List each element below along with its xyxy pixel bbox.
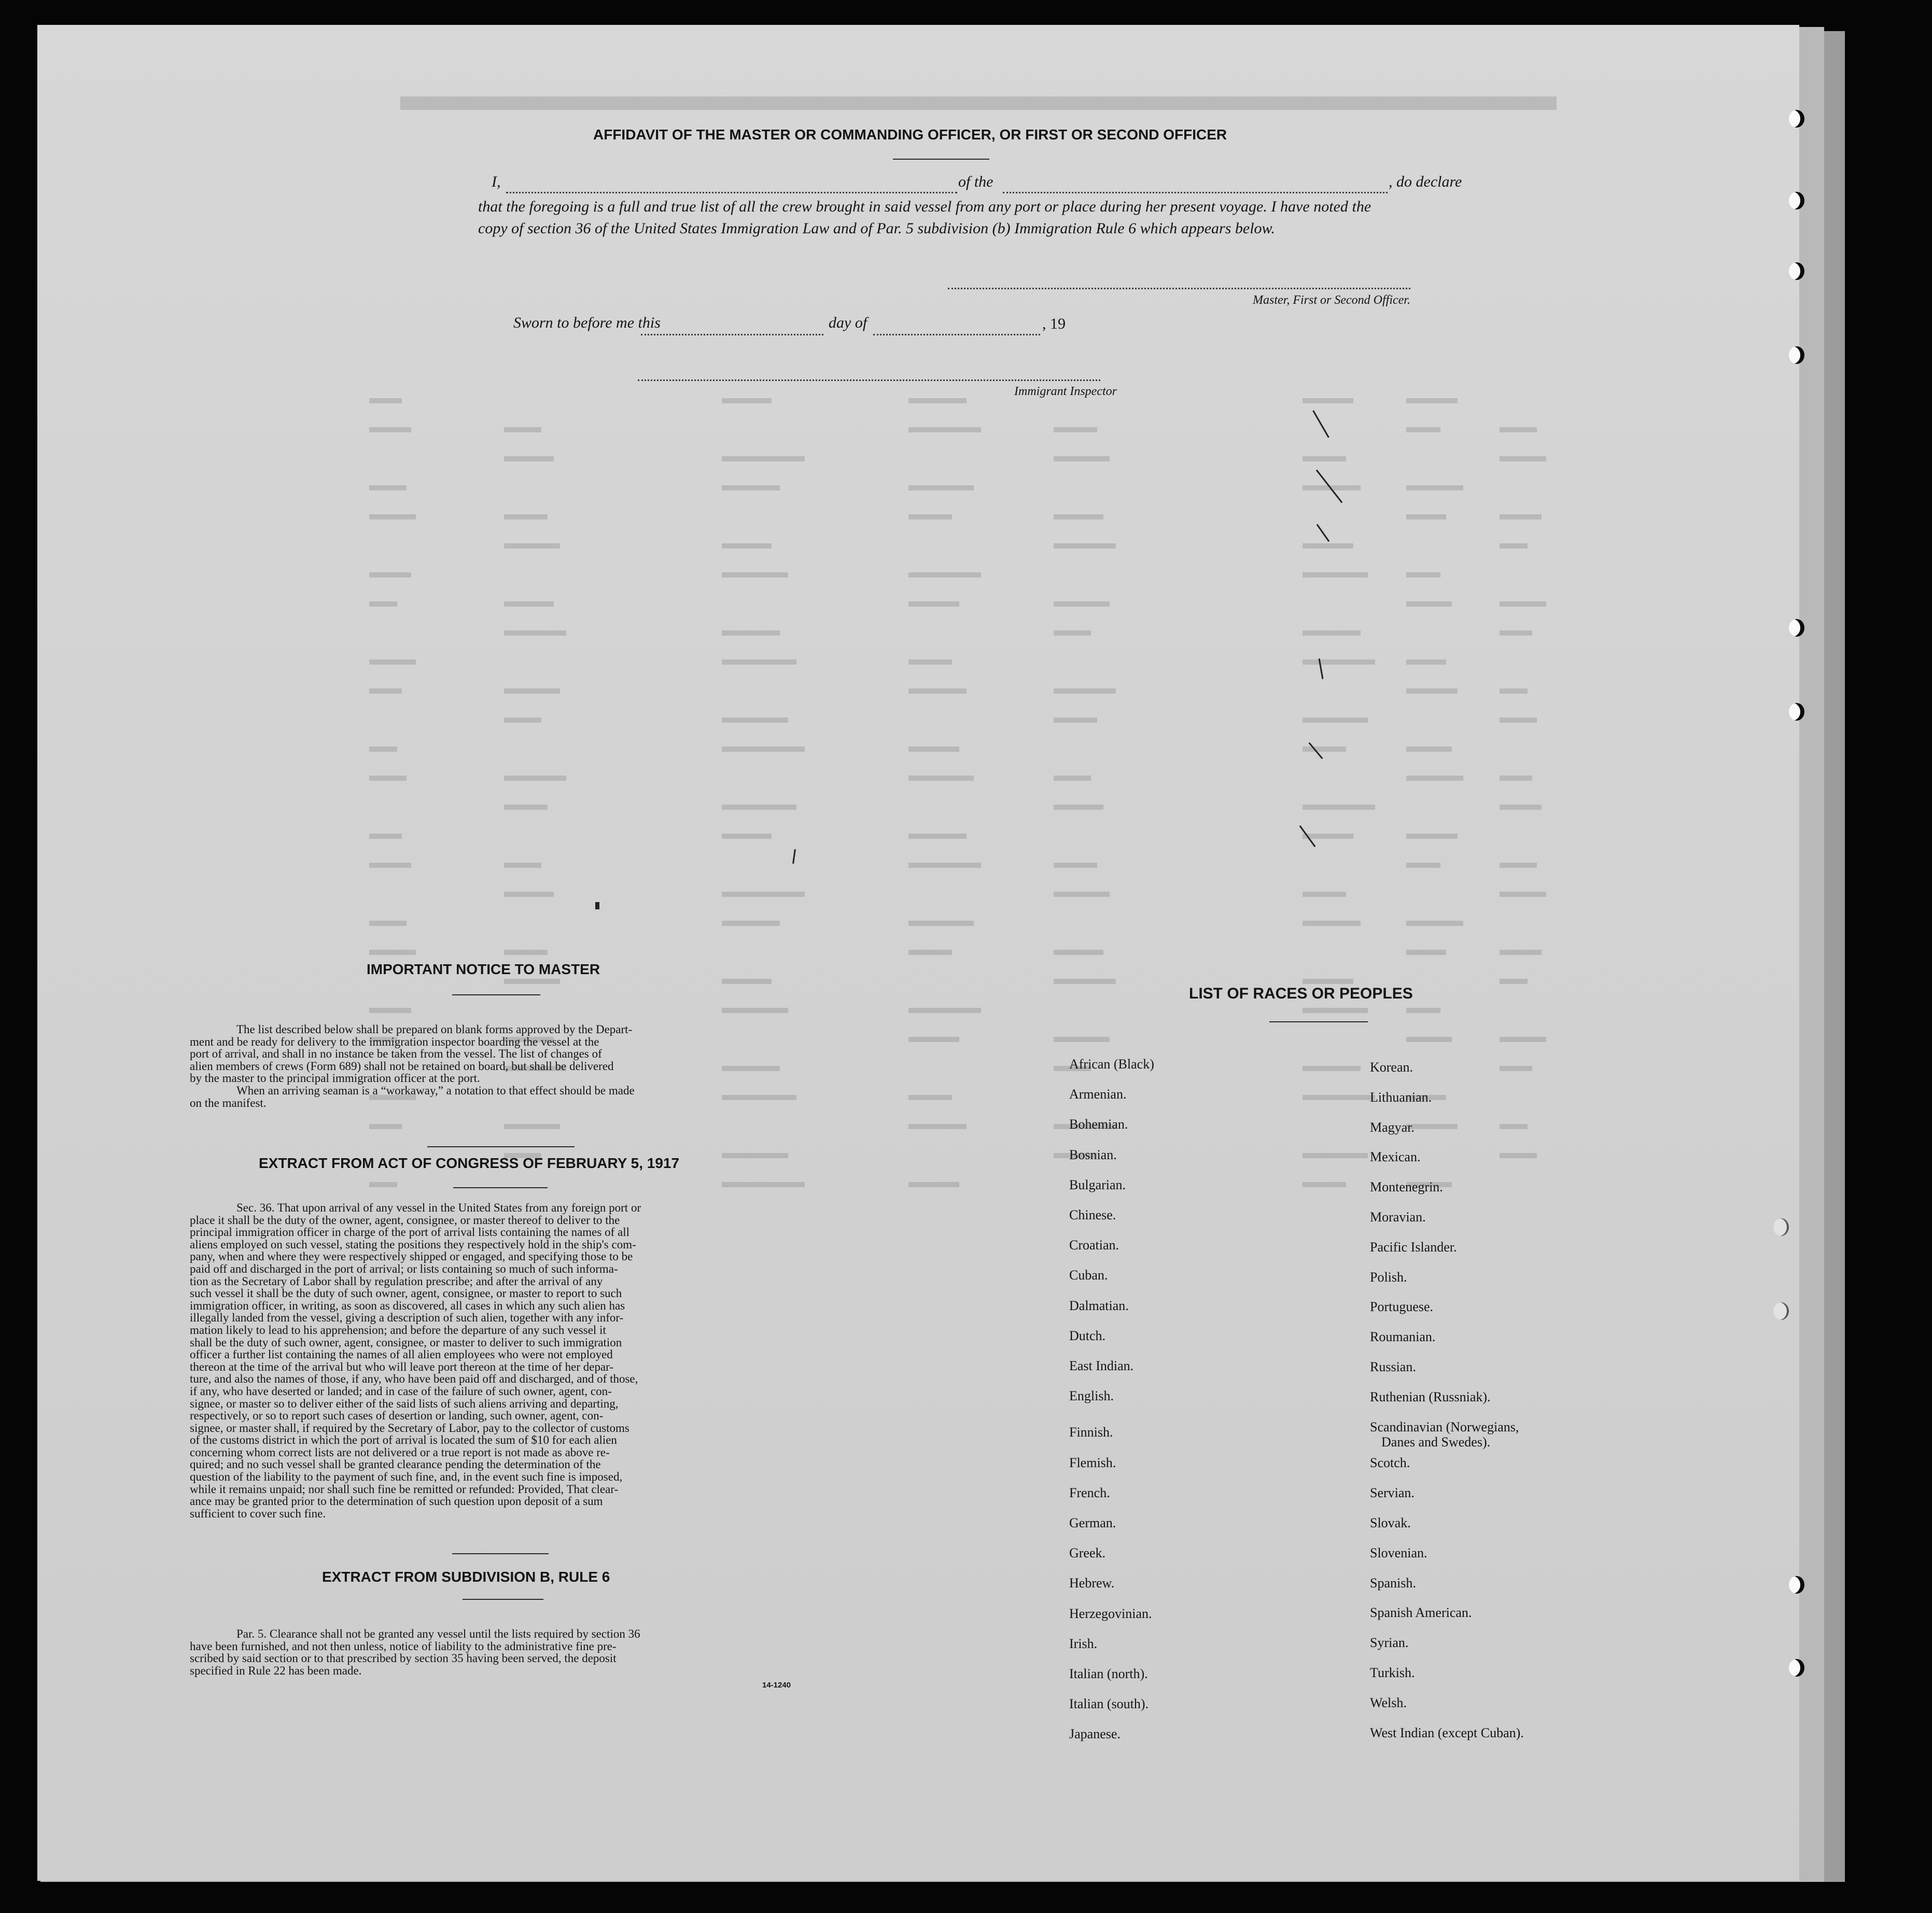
race-item [1370,1695,1407,1711]
race-item [1069,1666,1148,1682]
race-item [1370,1389,1491,1405]
act-end-rule [452,1553,549,1554]
race-item [1069,1207,1116,1223]
name-blank [506,192,957,193]
race-label: Dutch. [1069,1328,1106,1343]
do-declare-label: , do declare [1389,173,1462,190]
race-label-continued: Danes and Swedes). [1381,1434,1491,1450]
race-item [1069,1636,1097,1652]
race-label: Italian (north). [1069,1666,1148,1681]
rule-title-rule [463,1599,543,1600]
bleed-through-texture [37,25,1799,1881]
binder-hole [1789,619,1804,637]
race-label: Polish. [1370,1269,1407,1285]
act-line: question of the liability to the payment of such fine, and, in the event such fine is imposed, [190,1470,623,1484]
act-line: immigration officer, in writing, as soon as discovered, all cases in which any such alien has [190,1299,625,1312]
race-item [1069,1268,1108,1283]
race-label: German. [1069,1515,1116,1530]
notice-line: When an arriving seaman is a “workaway,” a notation to that effect should be made [236,1084,635,1097]
race-item [1370,1485,1415,1501]
race-label: Irish. [1069,1636,1098,1651]
race-label: Finnish. [1069,1425,1113,1440]
race-label: Cuban. [1069,1268,1108,1283]
act-line: thereon at the time of the arrival but who will leave port thereon at the time of her depar- [190,1360,614,1373]
race-label: East Indian. [1069,1358,1134,1373]
race-label: Pacific Islander. [1370,1239,1457,1255]
race-label: Hebrew. [1069,1576,1115,1591]
inspector-signature-line [638,379,1100,381]
form-number: 14-1240 [762,1681,791,1690]
binder-hole [1773,1218,1789,1236]
inspector-label: Immigrant Inspector [1014,385,1117,398]
race-label: Syrian. [1370,1635,1409,1651]
race-item [1069,1696,1149,1712]
race-label: Russian. [1370,1359,1416,1374]
race-item [1069,1485,1110,1501]
race-label: Turkish. [1370,1665,1415,1680]
rule-title: EXTRACT FROM SUBDIVISION B, RULE 6 [322,1569,610,1585]
race-label: Mexican. [1370,1149,1421,1165]
race-item [1069,1606,1152,1622]
act-line: principal immigration officer in charge of the port of arrival lists containing the names of all [190,1226,629,1239]
races-title: LIST OF RACES OR PEOPLES [1189,985,1413,1002]
act-line: sufficient to cover such fine. [190,1507,326,1520]
race-item [1370,1515,1411,1531]
race-label: Montenegrin. [1370,1179,1443,1195]
race-label: Welsh. [1370,1695,1407,1710]
year-prefix: , 19 [1042,315,1066,332]
race-label: Bohemian. [1069,1117,1128,1132]
affidavit-line-1 [492,173,501,191]
race-label: Bosnian. [1069,1147,1117,1162]
race-item [1069,1087,1126,1102]
document-page [37,25,1799,1881]
race-label: Spanish American. [1370,1605,1472,1621]
affidavit-line-2: that the foregoing is a full and true list of all the crew brought in said vessel from any port or place during her present voyage. I have noted the [478,198,1371,215]
rule-text [190,1628,831,1677]
act-line: paid off and discharged in the port of arrival; or lists containing so much of such informa- [190,1262,618,1275]
rule-line: Par. 5. Clearance shall not be granted any vessel until the lists required by section 36 [236,1627,640,1640]
race-item [1370,1359,1416,1375]
act-line: Sec. 36. That upon arrival of any vessel in the United States from any foreign port or [236,1201,641,1214]
affidavit-title-rule [893,159,989,160]
race-label: Flemish. [1069,1455,1116,1470]
act-title: EXTRACT FROM ACT OF CONGRESS OF FEBRUARY 5, 1917 [259,1155,680,1171]
race-item [1069,1576,1114,1591]
race-item [1370,1576,1416,1591]
act-line: while it remains unpaid; nor shall such fine be remitted or refunded: Provided, That clear- [190,1482,619,1496]
race-item [1069,1545,1105,1561]
notice-text [190,1023,831,1109]
binder-hole [1789,703,1804,721]
race-item [1370,1665,1415,1681]
race-item [1370,1090,1432,1105]
race-label: English. [1069,1388,1114,1404]
notice-end-rule [427,1146,575,1147]
race-item [1370,1545,1427,1561]
race-label: Armenian. [1069,1087,1127,1102]
race-label: Italian (south). [1069,1696,1149,1712]
master-signature-line [948,288,1410,289]
act-line: place it shall be the duty of the owner, agent, consignee, or master thereof to deliver to the [190,1213,620,1227]
race-label: French. [1069,1485,1110,1500]
race-item [1370,1149,1420,1165]
notice-title-rule [452,994,540,995]
race-item [1069,1455,1116,1471]
race-label: Scandinavian (Norwegians, [1370,1419,1519,1434]
act-line: mation likely to lead to his apprehension; and before the departure of any such vessel it [190,1323,606,1337]
race-item [1069,1515,1116,1531]
notice-line: ment and be ready for delivery to the immigration inspector boarding the vessel at the [190,1035,599,1048]
race-label: Magyar. [1370,1119,1415,1135]
affidavit-title: AFFIDAVIT OF THE MASTER OR COMMANDING OFFICER, OR FIRST OR SECOND OFFICER [593,126,1227,143]
race-item [1069,1177,1126,1193]
sworn-month-blank [873,334,1040,335]
race-label: Portuguese. [1370,1299,1434,1315]
act-line: concerning whom correct lists are not delivered or a true report is not made as above re- [190,1445,610,1459]
race-label: Greek. [1069,1545,1106,1561]
notice-line: alien members of crews (Form 689) shall not be retained on board, but shall be delivered [190,1059,614,1073]
rule-line: specified in Rule 22 has been made. [190,1664,362,1677]
race-label: Chinese. [1069,1207,1116,1222]
race-label: African (Black) [1069,1057,1154,1072]
race-label: Croatian. [1069,1237,1119,1253]
race-item [1069,1057,1154,1072]
binder-hole [1789,110,1804,128]
pen-mark [595,902,599,909]
race-label: Servian. [1370,1485,1415,1501]
race-label: Scotch. [1370,1455,1410,1471]
race-item [1069,1147,1117,1163]
binder-hole [1789,1659,1804,1677]
binder-hole [1789,262,1804,280]
race-label: Spanish. [1370,1575,1416,1591]
binder-hole [1789,192,1804,209]
act-line: if any, who have deserted or landed; and in case of the failure of such owner, agent, con- [190,1384,612,1398]
binder-hole [1789,346,1804,364]
i-label: I, [492,173,501,190]
race-item [1370,1179,1443,1195]
binder-hole [1773,1302,1789,1320]
race-item [1069,1726,1121,1742]
act-line: officer a further list containing the names of all alien employees who were not employed [190,1348,613,1361]
notice-line: port of arrival, and shall in no instance be taken from the vessel. The list of changes of [190,1047,602,1061]
race-item [1069,1388,1114,1404]
act-line: shall be the duty of such owner, agent, consignee, or master to deliver to such immigration [190,1335,622,1349]
race-label: Slovak. [1370,1515,1411,1530]
race-item [1370,1635,1408,1651]
act-line: signee, or master so to deliver either of the said lists of such aliens arriving and departing, [190,1397,619,1410]
race-label: Moravian. [1370,1209,1426,1225]
race-item [1069,1328,1105,1344]
notice-title: IMPORTANT NOTICE TO MASTER [367,961,600,977]
race-item [1069,1117,1128,1132]
day-of-label: day of [829,314,867,331]
race-item [1370,1605,1472,1621]
race-item [1069,1425,1113,1440]
race-item [1370,1240,1457,1255]
race-item [1069,1358,1133,1374]
race-label: Herzegovinian. [1069,1606,1152,1621]
act-line: ance may be granted prior to the determination of such question upon deposit of a sum [190,1495,603,1508]
race-item [1069,1237,1119,1253]
rule-line: have been furnished, and not then unless, notice of liability to the administrative fine pre- [190,1639,617,1653]
act-line: quired; and no such vessel shall be granted clearance pending the determination of the [190,1458,601,1471]
race-label: Slovenian. [1370,1545,1427,1560]
race-label: Roumanian. [1370,1329,1436,1345]
act-line: respectively, or so to report such cases of desertion or landing, such owner, agent, con- [190,1409,604,1423]
act-line: aliens employed on such vessel, stating the positions they respectively hold in the ship's com- [190,1237,636,1251]
race-item [1370,1329,1435,1345]
race-label: Dalmatian. [1069,1298,1129,1313]
race-item [1370,1209,1426,1225]
master-signature-label: Master, First or Second Officer. [1253,293,1410,307]
race-label: West Indian (except Cuban). [1370,1725,1524,1740]
notice-line: on the manifest. [190,1096,267,1109]
sworn-day-blank [641,334,823,335]
race-label: Ruthenian (Russniak). [1370,1389,1491,1404]
act-line: tion as the Secretary of Labor shall by regulation prescribe; and after the arrival of any [190,1274,603,1288]
race-label: Lithuanian. [1370,1089,1432,1105]
binder-hole [1789,1576,1804,1594]
race-label: Korean. [1370,1060,1413,1075]
race-item [1370,1419,1519,1449]
rule-line: scribed by said section or to that prescribed by section 35 having been served, the deposit [190,1652,617,1665]
affidavit-line-3: copy of section 36 of the United States Immigration Law and of Par. 5 subdivision (b) Immigration Rule 6 which appears below. [478,220,1275,237]
notice-line: by the master to the principal immigration officer at the port. [190,1072,480,1085]
act-text [190,1202,831,1520]
of-the-label: of the [958,173,993,190]
race-item [1069,1298,1129,1314]
notice-line: The list described below shall be prepared on blank forms approved by the Depart- [236,1023,633,1036]
act-line: such vessel it shall be the duty of such owner, agent, consignee, or master to report to such [190,1287,622,1300]
vessel-blank [1003,192,1388,193]
race-item [1370,1060,1413,1075]
act-line: signee, or master shall, if required by the Secretary of Labor, pay to the collector of customs [190,1421,629,1434]
race-item [1370,1455,1410,1471]
race-label: Japanese. [1069,1726,1121,1742]
act-line: ture, and also the names of those, if any, who have been paid off and discharged, and of those, [190,1372,638,1386]
act-line: illegally landed from the vessel, giving a description of such alien, together with any infor- [190,1311,624,1325]
race-label: Bulgarian. [1069,1177,1126,1192]
race-item [1370,1299,1433,1315]
act-line: of the customs district in which the port of arrival is located the sum of $10 for each alien [190,1433,617,1447]
act-line: pany, when and where they were respectively shipped or engaged, and specifying those to be [190,1250,633,1263]
sworn-label: Sworn to before me this [513,314,661,331]
races-title-rule [1269,1021,1368,1022]
race-item [1370,1120,1415,1135]
race-item [1370,1725,1524,1741]
race-item [1370,1270,1407,1285]
act-title-rule [453,1187,548,1188]
